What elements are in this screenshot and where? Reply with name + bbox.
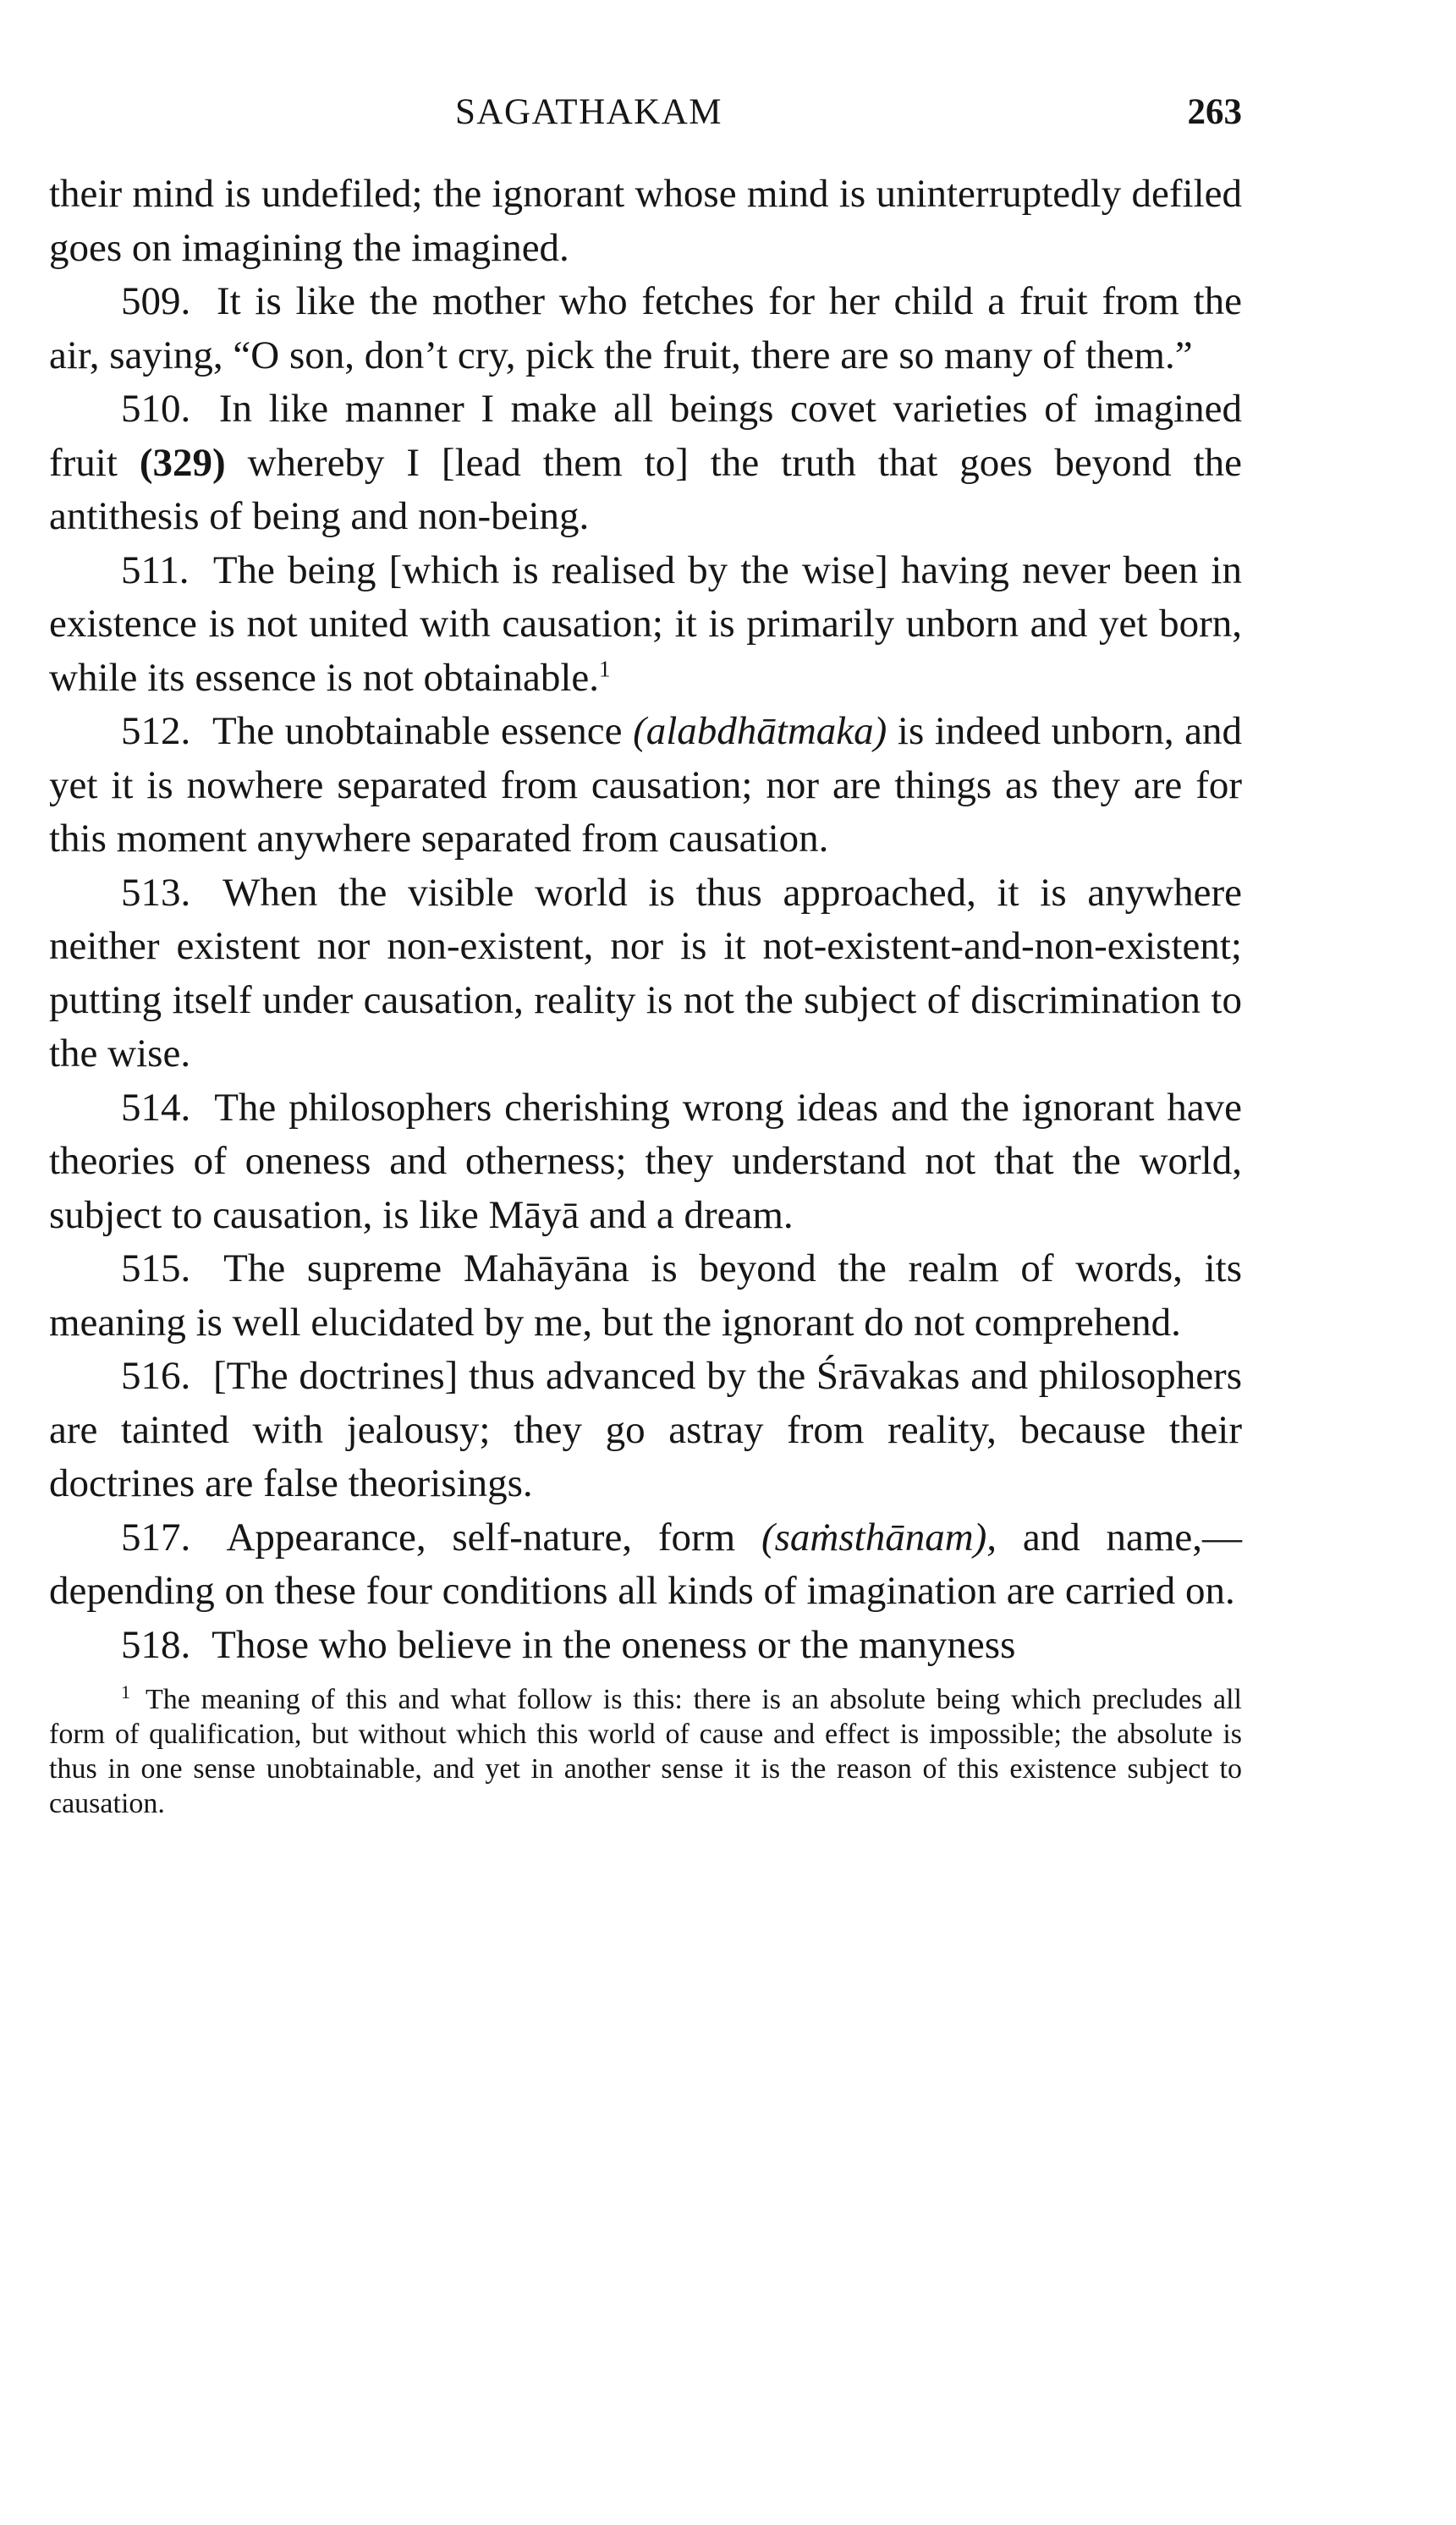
verse-text: In like manner I make all beings covet varieties of imagined fruit <box>49 387 1242 485</box>
footnote-marker: 1 <box>599 655 611 681</box>
verse-text: It is like the mother who fetches for her child a fruit from the air, saying, “O son, don’t cry, pick the fruit, there are so many of them.” <box>49 279 1242 377</box>
verse-number: 510. <box>121 387 191 431</box>
verse-number: 515. <box>121 1246 191 1290</box>
verse-517 <box>49 1511 1242 1619</box>
verse-text: When the visible world is thus approached, it is anywhere neither existent nor non-existent, nor is it not-existent-and-non-existent; putting itself under causation, reality is not the subject of discrimination to the wise. <box>49 870 1242 1075</box>
verse-511 <box>49 544 1242 706</box>
footnote <box>49 1682 1242 1821</box>
verse-text: and name,—depending on these four conditions all kinds of imagination are carried on. <box>49 1515 1243 1613</box>
main-text <box>49 168 1242 1672</box>
verse-text: is indeed unborn, and yet it is nowhere separated from causation; nor are things as they are for this moment anywhere separated from causation. <box>49 709 1243 861</box>
verse-number: 514. <box>121 1085 191 1130</box>
sanskrit-term: (alabdhātmaka) <box>633 709 887 753</box>
running-title: SAGATHAKAM <box>455 92 723 132</box>
verse-512 <box>49 705 1242 866</box>
page-number: 263 <box>1187 92 1242 132</box>
verse-number: 518. <box>121 1622 191 1667</box>
sanskrit-term: (saṁsthānam), <box>761 1515 997 1560</box>
verse-513 <box>49 866 1242 1081</box>
verse-number: 517. <box>121 1515 191 1560</box>
running-header <box>49 91 1242 146</box>
verse-515 <box>49 1242 1242 1350</box>
verse-text: Those who believe in the oneness or the manyness <box>212 1622 1016 1667</box>
verse-text: The supreme Mahāyāna is beyond the realm of words, its meaning is well elucidated by me, but the ignorant do not comprehend. <box>49 1246 1243 1345</box>
verse-text: whereby I [lead them to] the truth that goes beyond the antithesis of being and non-being. <box>49 440 1243 538</box>
verse-continuation <box>49 168 1242 275</box>
verse-text: The philosophers cherishing wrong ideas and the ignorant have theories of oneness and otherness; they understand not that the world, subject to causation, is like Māyā and a dream. <box>49 1085 1243 1237</box>
cross-reference: (329) <box>139 440 226 485</box>
footnote-marker: 1 <box>121 1681 130 1703</box>
verse-number: 509. <box>121 279 191 323</box>
verse-text: The being [which is realised by the wise] having never been in existence is not united with causation; it is primarily unborn and yet born, while its essence is not obtainable. <box>49 547 1242 700</box>
verse-509 <box>49 275 1242 382</box>
verse-number: 516. <box>121 1354 191 1398</box>
verse-number: 511. <box>121 547 190 592</box>
verse-text: their mind is undefiled; the ignorant whose mind is uninterruptedly defiled goes on imagining the imagined. <box>49 172 1242 270</box>
verse-text: The unobtainable essence <box>212 709 623 753</box>
verse-text: [The doctrines] thus advanced by the Śrāvakas and philosophers are tainted with jealousy; they go astray from reality, because their doctrines are false theorisings. <box>49 1354 1242 1505</box>
verse-516 <box>49 1350 1242 1511</box>
book-page <box>49 91 1242 1821</box>
footnote-text: The meaning of this and what follow is this: there is an absolute being which precludes all form of qualification, but without which this world of cause and effect is impossible; the absolute is thus in one sense unobtainable, and yet in another sense it is the reason of this existence subject to causation. <box>49 1684 1242 1819</box>
verse-number: 512. <box>121 709 191 753</box>
verse-510 <box>49 382 1242 544</box>
verse-518 <box>49 1619 1242 1673</box>
verse-text: Appearance, self-nature, form <box>226 1515 736 1560</box>
verse-514 <box>49 1081 1242 1243</box>
verse-number: 513. <box>121 870 191 915</box>
